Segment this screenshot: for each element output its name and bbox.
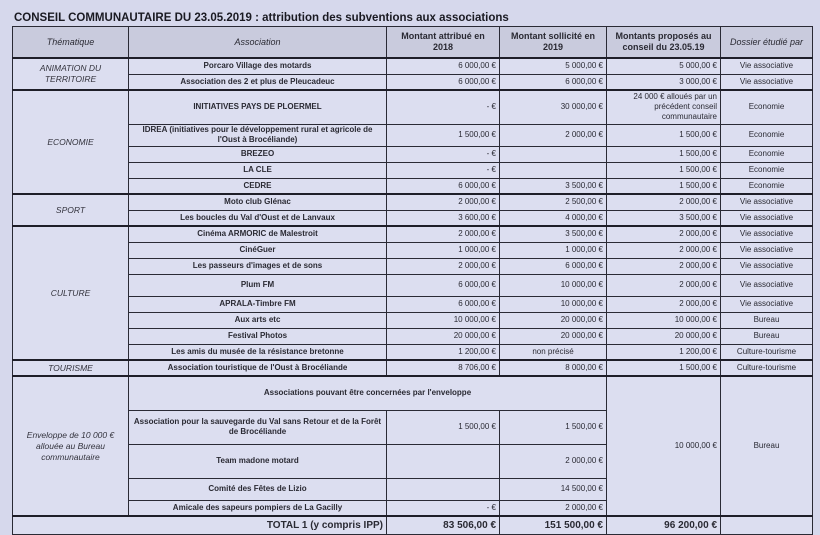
association-name: Les passeurs d'images et de sons (129, 258, 387, 274)
dossier: Vie associative (721, 296, 813, 312)
association-name: Association pour la sauvegarde du Val sans Retour et de la Forêt de Brocéliande (129, 410, 387, 444)
total-propose: 96 200,00 € (607, 516, 721, 535)
table-row (13, 162, 813, 178)
title-rest: : attribution des subventions aux associations (251, 12, 509, 24)
enveloppe-subheader: Associations pouvant être concernées par l'enveloppe (129, 376, 607, 410)
montant-2018: 6 000,00 € (387, 74, 500, 90)
montant-2018: 10 000,00 € (387, 312, 500, 328)
dossier: Vie associative (721, 74, 813, 90)
montant-propose: 1 500,00 € (607, 178, 721, 194)
header-montant-2019: Montant sollicité en 2019 (500, 27, 607, 59)
montant-2018: 2 000,00 € (387, 226, 500, 242)
montant-propose: 2 000,00 € (607, 296, 721, 312)
dossier: Economie (721, 90, 813, 124)
montant-2018: 6 000,00 € (387, 58, 500, 74)
montant-2018: 1 000,00 € (387, 242, 500, 258)
table-row (13, 344, 813, 360)
montant-2018: 1 500,00 € (387, 124, 500, 146)
title-main: CONSEIL COMMUNAUTAIRE DU 23.05.2019 (14, 12, 252, 24)
montant-2018: 6 000,00 € (387, 274, 500, 296)
enveloppe-subheader-row (13, 376, 813, 410)
montant-2019 (500, 146, 607, 162)
dossier: Vie associative (721, 258, 813, 274)
enveloppe-montant-propose: 10 000,00 € (607, 376, 721, 516)
montant-propose: 5 000,00 € (607, 58, 721, 74)
dossier: Economie (721, 178, 813, 194)
montant-2019: 2 000,00 € (500, 444, 607, 478)
header-association: Association (129, 27, 387, 59)
dossier: Vie associative (721, 194, 813, 210)
montant-2019: 30 000,00 € (500, 90, 607, 124)
table-row (13, 226, 813, 242)
montant-propose: 1 500,00 € (607, 360, 721, 376)
dossier: Vie associative (721, 242, 813, 258)
association-name: Moto club Glénac (129, 194, 387, 210)
dossier: Vie associative (721, 226, 813, 242)
enveloppe-dossier: Bureau (721, 376, 813, 516)
dossier: Economie (721, 162, 813, 178)
dossier: Economie (721, 146, 813, 162)
montant-propose: 10 000,00 € (607, 312, 721, 328)
montant-propose: 20 000,00 € (607, 328, 721, 344)
association-name: CEDRE (129, 178, 387, 194)
montant-propose: 3 500,00 € (607, 210, 721, 226)
montant-2019: 10 000,00 € (500, 296, 607, 312)
montant-2018: - € (387, 146, 500, 162)
montant-2018: - € (387, 162, 500, 178)
montant-2018: 1 200,00 € (387, 344, 500, 360)
montant-2018: 20 000,00 € (387, 328, 500, 344)
association-name: Les amis du musée de la résistance bretonne (129, 344, 387, 360)
montant-2018: 1 500,00 € (387, 410, 500, 444)
table-row (13, 296, 813, 312)
montant-2018: 6 000,00 € (387, 296, 500, 312)
association-name: BREZEO (129, 146, 387, 162)
montant-2019: 6 000,00 € (500, 258, 607, 274)
theme-animation: ANIMATION DU TERRITOIRE (13, 58, 129, 90)
montant-propose: 24 000 € alloués par un précédent conseil communautaire (607, 90, 721, 124)
table-row (13, 328, 813, 344)
total-2018: 83 506,00 € (387, 516, 500, 535)
table-row (13, 242, 813, 258)
montant-2019: 3 500,00 € (500, 226, 607, 242)
document-title (14, 12, 509, 24)
table-row (13, 124, 813, 146)
theme-economie: ECONOMIE (13, 90, 129, 194)
montant-2019: 2 000,00 € (500, 124, 607, 146)
montant-2019: 4 000,00 € (500, 210, 607, 226)
montant-propose: 3 000,00 € (607, 74, 721, 90)
theme-tourisme: TOURISME (13, 360, 129, 376)
dossier: Culture-tourisme (721, 360, 813, 376)
montant-2019: non précisé (500, 344, 607, 360)
montant-2018: 6 000,00 € (387, 178, 500, 194)
montant-2019: 5 000,00 € (500, 58, 607, 74)
table-row (13, 194, 813, 210)
association-name: Cinéma ARMORIC de Malestroit (129, 226, 387, 242)
montant-2018: - € (387, 500, 500, 516)
montant-2018: 8 706,00 € (387, 360, 500, 376)
montant-2018: - € (387, 90, 500, 124)
association-name: LA CLE (129, 162, 387, 178)
association-name: Les boucles du Val d'Oust et de Lanvaux (129, 210, 387, 226)
montant-2019: 2 500,00 € (500, 194, 607, 210)
montant-2019: 1 000,00 € (500, 242, 607, 258)
association-name: Plum FM (129, 274, 387, 296)
subventions-table (12, 26, 813, 535)
header-dossier: Dossier étudié par (721, 27, 813, 59)
dossier: Bureau (721, 312, 813, 328)
association-name: CinéGuer (129, 242, 387, 258)
table-row (13, 74, 813, 90)
montant-2019: 6 000,00 € (500, 74, 607, 90)
montant-2018: 3 600,00 € (387, 210, 500, 226)
header-montant-2018: Montant attribué en 2018 (387, 27, 500, 59)
montant-2019: 8 000,00 € (500, 360, 607, 376)
total-label: TOTAL 1 (y compris IPP) (13, 516, 387, 535)
montant-2019: 20 000,00 € (500, 328, 607, 344)
association-name: Team madone motard (129, 444, 387, 478)
association-name: Festival Photos (129, 328, 387, 344)
association-name: IDREA (initiatives pour le développement rural et agricole de l'Oust à Brocéliande) (129, 124, 387, 146)
montant-propose: 1 500,00 € (607, 146, 721, 162)
association-name: Comité des Fêtes de Lizio (129, 478, 387, 500)
montant-2019: 3 500,00 € (500, 178, 607, 194)
table-row (13, 258, 813, 274)
table-row (13, 90, 813, 124)
montant-propose: 2 000,00 € (607, 242, 721, 258)
dossier: Bureau (721, 328, 813, 344)
montant-2019: 1 500,00 € (500, 410, 607, 444)
header-thematique: Thématique (13, 27, 129, 59)
montant-propose: 1 500,00 € (607, 124, 721, 146)
table-row (13, 274, 813, 296)
header-row (13, 27, 813, 59)
montant-propose: 2 000,00 € (607, 258, 721, 274)
montant-2019: 10 000,00 € (500, 274, 607, 296)
dossier: Economie (721, 124, 813, 146)
dossier: Vie associative (721, 210, 813, 226)
association-name: Amicale des sapeurs pompiers de La Gacilly (129, 500, 387, 516)
table-row (13, 58, 813, 74)
theme-culture: CULTURE (13, 226, 129, 360)
montant-2019: 2 000,00 € (500, 500, 607, 516)
montant-2018 (387, 478, 500, 500)
montant-propose: 2 000,00 € (607, 226, 721, 242)
montant-propose: 1 200,00 € (607, 344, 721, 360)
montant-propose: 1 500,00 € (607, 162, 721, 178)
table-row (13, 312, 813, 328)
dossier: Vie associative (721, 274, 813, 296)
table-row (13, 178, 813, 194)
montant-2019: 14 500,00 € (500, 478, 607, 500)
association-name: Association touristique de l'Oust à Brocéliande (129, 360, 387, 376)
montant-propose: 2 000,00 € (607, 194, 721, 210)
total-row (13, 516, 813, 535)
table-row (13, 146, 813, 162)
association-name: Association des 2 et plus de Pleucadeuc (129, 74, 387, 90)
montant-2018: 2 000,00 € (387, 258, 500, 274)
dossier: Vie associative (721, 58, 813, 74)
montant-2019 (500, 162, 607, 178)
header-montants-proposes: Montants proposés au conseil du 23.05.19 (607, 27, 721, 59)
total-2019: 151 500,00 € (500, 516, 607, 535)
montant-2018 (387, 444, 500, 478)
association-name: Aux arts etc (129, 312, 387, 328)
dossier: Culture-tourisme (721, 344, 813, 360)
montant-propose: 2 000,00 € (607, 274, 721, 296)
association-name: Porcaro Village des motards (129, 58, 387, 74)
montant-2019: 20 000,00 € (500, 312, 607, 328)
table-row (13, 360, 813, 376)
theme-enveloppe: Enveloppe de 10 000 € allouée au Bureau communautaire (13, 376, 129, 516)
theme-sport: SPORT (13, 194, 129, 226)
association-name: APRALA-Timbre FM (129, 296, 387, 312)
total-dossier (721, 516, 813, 535)
association-name: INITIATIVES PAYS DE PLOERMEL (129, 90, 387, 124)
montant-2018: 2 000,00 € (387, 194, 500, 210)
table-row (13, 210, 813, 226)
